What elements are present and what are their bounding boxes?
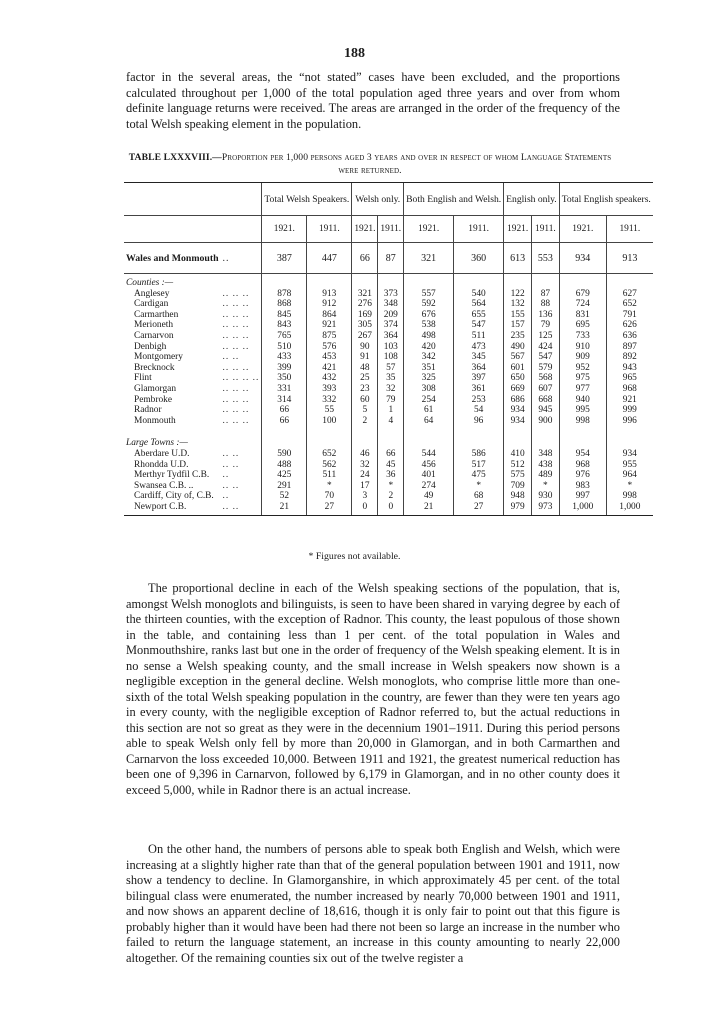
cell-value: 997	[559, 491, 606, 502]
cell-value: 498	[404, 331, 454, 342]
cell-value: 489	[532, 470, 560, 481]
cell-value: 420	[404, 342, 454, 353]
cell-value: 276	[352, 299, 378, 310]
cell-value: 979	[504, 502, 532, 516]
group-header-total-welsh: Total Welsh Speakers.	[262, 183, 352, 216]
table-row-county	[124, 416, 653, 427]
cell-value: 136	[532, 310, 560, 321]
cell-value: 2	[378, 491, 404, 502]
cell-value: 676	[404, 310, 454, 321]
cell-value: 948	[504, 491, 532, 502]
cell-value: 410	[504, 449, 532, 460]
cell-value: 910	[559, 342, 606, 353]
cell-value: 17	[352, 481, 378, 492]
section-heading-large-towns	[124, 434, 653, 449]
year-header: 1921.	[262, 216, 307, 243]
cell-value: 488	[262, 460, 307, 471]
leader-dots: .. .. ..	[222, 415, 250, 426]
cell-value: 348	[532, 449, 560, 460]
cell-value: 253	[454, 395, 504, 406]
cell-value: 843	[262, 320, 307, 331]
cell-value: 122	[504, 289, 532, 300]
table-row-county	[124, 395, 653, 406]
cell-value: 652	[307, 449, 352, 460]
cell-value: 576	[307, 342, 352, 353]
cell-value: 607	[532, 384, 560, 395]
body-paragraph-3: On the other hand, the numbers of persons able to speak both English and Welsh, which were increasing at a slightly higher rate than that of the general population between 1901 and 1911, now show a tendency to decline. In Glamorganshire, in which approximately 45 per cent. of the total bilingual class were enumerated, the number increased by nearly 70,000 between 1901 and 1911, and now shows an apparent decline of 18,616, though it is only fair to point out that this figure is probably higher than it would have been had there not been so large an increase in the number who failed to return the language statement, an increase in this county amounting to nearly 22,000 altogether. Of the remaining counties six out of the twelve register a	[126, 842, 620, 965]
leader-dots: .. .. ..	[222, 330, 250, 341]
cell-value: 274	[404, 481, 454, 492]
leader-dots: ..	[222, 491, 230, 502]
table-row-county	[124, 331, 653, 342]
cell-value: *	[454, 481, 504, 492]
group-header-total-english: Total English speakers.	[559, 183, 653, 216]
page-number: 188	[344, 46, 365, 61]
cell-value: 48	[352, 363, 378, 374]
cell-value: 21	[262, 502, 307, 516]
year-header: 1911.	[378, 216, 404, 243]
year-header: 1911.	[532, 216, 560, 243]
cell-value: 2	[352, 416, 378, 427]
table-year-header-row	[124, 216, 653, 243]
cell-value: 567	[504, 352, 532, 363]
leader-dots: .. ..	[222, 459, 240, 470]
row-label: Rhondda U.D.	[134, 459, 189, 470]
table-row-town	[124, 460, 653, 471]
cell-value: 54	[454, 405, 504, 416]
cell-value: 79	[532, 320, 560, 331]
cell-value: 998	[559, 416, 606, 427]
cell-value: 305	[352, 320, 378, 331]
cell-value: 25	[352, 373, 378, 384]
cell-value: 511	[454, 331, 504, 342]
row-label: Carnarvon	[134, 330, 174, 341]
cell-value: 321	[404, 243, 454, 274]
cell-value: 49	[404, 491, 454, 502]
cell-value: 650	[504, 373, 532, 384]
row-label: Swansea C.B. ..	[134, 480, 194, 491]
cell-value: 510	[262, 342, 307, 353]
table-caption	[118, 151, 622, 177]
language-proportion-table	[124, 182, 653, 516]
cell-value: 943	[606, 363, 652, 374]
cell-value: 968	[606, 384, 652, 395]
cell-value: 952	[559, 363, 606, 374]
cell-value: 626	[606, 320, 652, 331]
cell-value: 1,000	[559, 502, 606, 516]
table-row-county	[124, 320, 653, 331]
cell-value: 351	[404, 363, 454, 374]
cell-value: 132	[504, 299, 532, 310]
cell-value: 397	[454, 373, 504, 384]
leader-dots: .. .. ..	[222, 309, 250, 320]
cell-value: 55	[307, 405, 352, 416]
table-caption-text: Proportion per 1,000 persons aged 3 years and over in respect of whom Language Statements were returned.	[221, 152, 612, 176]
cell-value: 32	[352, 460, 378, 471]
cell-value: 235	[504, 331, 532, 342]
cell-value: 27	[454, 502, 504, 516]
table-footnote: * Figures not available.	[308, 551, 401, 562]
cell-value: 23	[352, 384, 378, 395]
cell-value: 432	[307, 373, 352, 384]
cell-value: 579	[532, 363, 560, 374]
cell-value: 456	[404, 460, 454, 471]
cell-value: 24	[352, 470, 378, 481]
row-label: Glamorgan	[134, 383, 177, 394]
cell-value: 512	[504, 460, 532, 471]
cell-value: 996	[606, 416, 652, 427]
leader-dots: ..	[221, 243, 262, 274]
year-header: 1921.	[504, 216, 532, 243]
cell-value: 490	[504, 342, 532, 353]
leader-dots: .. .. .. ..	[222, 373, 260, 384]
cell-value: 586	[454, 449, 504, 460]
cell-value: 350	[262, 373, 307, 384]
cell-value: 913	[307, 289, 352, 300]
year-header: 1911.	[454, 216, 504, 243]
table-row-county	[124, 299, 653, 310]
cell-value: 401	[404, 470, 454, 481]
cell-value: *	[378, 481, 404, 492]
cell-value: 695	[559, 320, 606, 331]
cell-value: 592	[404, 299, 454, 310]
table-row-county	[124, 363, 653, 374]
table-row-county	[124, 289, 653, 300]
cell-value: 46	[352, 449, 378, 460]
cell-value: 342	[404, 352, 454, 363]
cell-value: 399	[262, 363, 307, 374]
cell-value: 66	[378, 449, 404, 460]
table-group-header-row	[124, 183, 653, 216]
cell-value: 364	[378, 331, 404, 342]
row-label: Pembroke	[134, 394, 173, 405]
cell-value: 921	[606, 395, 652, 406]
cell-value: 724	[559, 299, 606, 310]
cell-value: 345	[454, 352, 504, 363]
cell-value: 35	[378, 373, 404, 384]
cell-value: 348	[378, 299, 404, 310]
cell-value: 900	[532, 416, 560, 427]
row-label: Radnor	[134, 405, 162, 416]
cell-value: 5	[352, 405, 378, 416]
leader-dots: .. ..	[222, 448, 240, 459]
cell-value: 590	[262, 449, 307, 460]
cell-value: 373	[378, 289, 404, 300]
group-header-english-only: English only.	[504, 183, 560, 216]
cell-value: 669	[504, 384, 532, 395]
cell-value: 36	[378, 470, 404, 481]
cell-value: 831	[559, 310, 606, 321]
cell-value: 613	[504, 243, 532, 274]
table-row-county	[124, 342, 653, 353]
cell-value: 1	[378, 405, 404, 416]
cell-value: 983	[559, 481, 606, 492]
cell-value: 965	[606, 373, 652, 384]
row-label: Monmouth	[134, 415, 176, 426]
group-header-both: Both English and Welsh.	[404, 183, 504, 216]
cell-value: 0	[352, 502, 378, 516]
cell-value: 791	[606, 310, 652, 321]
cell-value: 291	[262, 481, 307, 492]
leader-dots: .. ..	[222, 480, 240, 491]
cell-value: 909	[559, 352, 606, 363]
table-row-county	[124, 384, 653, 395]
cell-value: 45	[378, 460, 404, 471]
cell-value: 321	[352, 289, 378, 300]
table-corner-cell	[124, 183, 262, 216]
leader-dots: .. ..	[222, 352, 240, 363]
cell-value: 557	[404, 289, 454, 300]
cell-value: 100	[307, 416, 352, 427]
cell-value: 447	[307, 243, 352, 274]
cell-value: 636	[606, 331, 652, 342]
cell-value: 70	[307, 491, 352, 502]
cell-value: 601	[504, 363, 532, 374]
cell-value: 157	[504, 320, 532, 331]
table-row-town	[124, 491, 653, 502]
leader-dots: .. .. ..	[222, 341, 250, 352]
cell-value: 1,000	[606, 502, 652, 516]
row-label: Wales and Monmouth	[124, 243, 221, 274]
cell-value: 912	[307, 299, 352, 310]
cell-value: 934	[504, 416, 532, 427]
leader-dots: .. .. ..	[222, 299, 250, 310]
cell-value: 61	[404, 405, 454, 416]
cell-value: 562	[307, 460, 352, 471]
group-header-welsh-only: Welsh only.	[352, 183, 404, 216]
cell-value: 686	[504, 395, 532, 406]
cell-value: *	[606, 481, 652, 492]
cell-value: 934	[504, 405, 532, 416]
cell-value: 421	[307, 363, 352, 374]
leader-dots: .. ..	[221, 502, 262, 516]
cell-value: 511	[307, 470, 352, 481]
cell-value: 934	[559, 243, 606, 274]
cell-value: 955	[606, 460, 652, 471]
cell-value: 52	[262, 491, 307, 502]
body-paragraph-2: The proportional decline in each of the Welsh speaking sections of the population, that is, amongst Welsh monoglots and bilinguists, is seen to have been shared in varying degree by each of the thirteen counties, with the exception of Radnor. This county, the least populous of those shown in the table, and containing less than 1 per cent. of the total population in Wales and Monmouthshire, ranks last but one in the order of frequency of the Welsh speaking element. It is in no sense a Welsh speaking county, and the small increase in Welsh speakers now shown is a negligible exception in the general decline. Welsh monoglots, who comprise little more than one-sixth of the total Welsh speaking population in the country, are fewer than they were ten years ago in every county, with the negligible exception of Radnor referred to, but the actual reductions in this section are not so great as they were in the decennium 1901–1911. During this period persons able to speak Welsh only fell by more than 20,000 in Glamorgan, and in both Carmarthen and Carnarvon the loss exceeded 10,000. Between 1911 and 1921, the greatest numerical reduction has been one of 9,396 in Carnarvon, followed by 6,179 in Glamorgan, and in no other county does it exceed 5,000, while in Radnor there is an actual increase.	[126, 581, 620, 797]
cell-value: 940	[559, 395, 606, 406]
cell-value: 87	[378, 243, 404, 274]
row-label: Merthyr Tydfil C.B.	[134, 470, 210, 481]
cell-value: 475	[454, 470, 504, 481]
cell-value: 921	[307, 320, 352, 331]
cell-value: 3	[352, 491, 378, 502]
cell-value: 564	[454, 299, 504, 310]
cell-value: 90	[352, 342, 378, 353]
row-label: Anglesey	[134, 288, 170, 299]
table-row-wales-and-monmouth	[124, 243, 653, 274]
cell-value: 87	[532, 289, 560, 300]
table-caption-label: TABLE LXXXVIII.—	[128, 152, 222, 163]
table-row-county	[124, 310, 653, 321]
table-row-town	[124, 470, 653, 481]
cell-value: 709	[504, 481, 532, 492]
cell-value: 374	[378, 320, 404, 331]
cell-value: 544	[404, 449, 454, 460]
cell-value: 155	[504, 310, 532, 321]
cell-value: 934	[606, 449, 652, 460]
cell-value: 387	[262, 243, 307, 274]
cell-value: 868	[262, 299, 307, 310]
cell-value: 425	[262, 470, 307, 481]
section-heading-counties	[124, 274, 653, 289]
cell-value: 91	[352, 352, 378, 363]
cell-value: 995	[559, 405, 606, 416]
cell-value: *	[532, 481, 560, 492]
table-row-county	[124, 373, 653, 384]
cell-value: 945	[532, 405, 560, 416]
cell-value: 453	[307, 352, 352, 363]
year-header: 1921.	[559, 216, 606, 243]
cell-value: 66	[262, 416, 307, 427]
cell-value: 360	[454, 243, 504, 274]
cell-value: *	[307, 481, 352, 492]
cell-value: 875	[307, 331, 352, 342]
cell-value: 331	[262, 384, 307, 395]
cell-value: 209	[378, 310, 404, 321]
cell-value: 64	[404, 416, 454, 427]
row-label: Carmarthen	[134, 309, 179, 320]
cell-value: 964	[606, 470, 652, 481]
cell-value: 930	[532, 491, 560, 502]
row-label: Montgomery	[134, 352, 183, 363]
year-header: 1911.	[606, 216, 652, 243]
cell-value: 655	[454, 310, 504, 321]
cell-value: 864	[307, 310, 352, 321]
cell-value: 103	[378, 342, 404, 353]
table-corner-cell	[124, 216, 262, 243]
cell-value: 60	[352, 395, 378, 406]
year-header: 1911.	[307, 216, 352, 243]
cell-value: 433	[262, 352, 307, 363]
cell-value: 668	[532, 395, 560, 406]
leader-dots: ..	[222, 470, 230, 481]
cell-value: 975	[559, 373, 606, 384]
cell-value: 976	[559, 470, 606, 481]
cell-value: 954	[559, 449, 606, 460]
cell-value: 568	[532, 373, 560, 384]
row-label: Newport C.B.	[124, 502, 221, 516]
cell-value: 627	[606, 289, 652, 300]
cell-value: 108	[378, 352, 404, 363]
cell-value: 679	[559, 289, 606, 300]
cell-value: 540	[454, 289, 504, 300]
cell-value: 878	[262, 289, 307, 300]
cell-value: 361	[454, 384, 504, 395]
table-spacer-row	[124, 426, 653, 434]
cell-value: 32	[378, 384, 404, 395]
cell-value: 68	[454, 491, 504, 502]
leader-dots: .. .. ..	[222, 362, 250, 373]
table-row-county	[124, 405, 653, 416]
cell-value: 973	[532, 502, 560, 516]
row-label: Flint	[134, 373, 152, 384]
cell-value: 897	[606, 342, 652, 353]
cell-value: 57	[378, 363, 404, 374]
cell-value: 999	[606, 405, 652, 416]
cell-value: 169	[352, 310, 378, 321]
cell-value: 538	[404, 320, 454, 331]
section-label: Large Towns :—	[126, 438, 188, 449]
cell-value: 553	[532, 243, 560, 274]
year-header: 1921.	[352, 216, 378, 243]
cell-value: 968	[559, 460, 606, 471]
cell-value: 547	[532, 352, 560, 363]
cell-value: 27	[307, 502, 352, 516]
table-row-town	[124, 449, 653, 460]
cell-value: 66	[352, 243, 378, 274]
cell-value: 892	[606, 352, 652, 363]
leader-dots: .. .. ..	[222, 320, 250, 331]
table-row-town	[124, 502, 653, 516]
cell-value: 0	[378, 502, 404, 516]
cell-value: 998	[606, 491, 652, 502]
cell-value: 79	[378, 395, 404, 406]
cell-value: 21	[404, 502, 454, 516]
row-label: Brecknock	[134, 362, 175, 373]
table-row-town	[124, 481, 653, 492]
cell-value: 308	[404, 384, 454, 395]
cell-value: 733	[559, 331, 606, 342]
cell-value: 765	[262, 331, 307, 342]
cell-value: 652	[606, 299, 652, 310]
cell-value: 424	[532, 342, 560, 353]
cell-value: 364	[454, 363, 504, 374]
cell-value: 96	[454, 416, 504, 427]
cell-value: 4	[378, 416, 404, 427]
leader-dots: .. .. ..	[222, 383, 250, 394]
row-label: Cardiff, City of, C.B.	[134, 491, 214, 502]
cell-value: 438	[532, 460, 560, 471]
year-header: 1921.	[404, 216, 454, 243]
cell-value: 913	[606, 243, 652, 274]
leader-dots: .. .. ..	[222, 394, 250, 405]
table-row-county	[124, 352, 653, 363]
cell-value: 517	[454, 460, 504, 471]
leader-dots: .. .. ..	[222, 405, 250, 416]
cell-value: 314	[262, 395, 307, 406]
intro-paragraph: factor in the several areas, the “not stated” cases have been excluded, and the proportions calculated throughout per 1,000 of the total population aged three years and over from whom definite language returns were received. The areas are arranged in the order of the frequency of the total Welsh speaking element in the population.	[126, 70, 620, 131]
cell-value: 845	[262, 310, 307, 321]
leader-dots: .. .. ..	[222, 288, 250, 299]
cell-value: 88	[532, 299, 560, 310]
row-label: Merioneth	[134, 320, 174, 331]
cell-value: 575	[504, 470, 532, 481]
cell-value: 254	[404, 395, 454, 406]
cell-value: 547	[454, 320, 504, 331]
cell-value: 332	[307, 395, 352, 406]
cell-value: 393	[307, 384, 352, 395]
section-label: Counties :—	[126, 278, 174, 288]
cell-value: 977	[559, 384, 606, 395]
row-label: Denbigh	[134, 341, 167, 352]
cell-value: 325	[404, 373, 454, 384]
row-label: Aberdare U.D.	[134, 448, 190, 459]
cell-value: 267	[352, 331, 378, 342]
cell-value: 125	[532, 331, 560, 342]
cell-value: 66	[262, 405, 307, 416]
cell-value: 473	[454, 342, 504, 353]
row-label: Cardigan	[134, 299, 169, 310]
